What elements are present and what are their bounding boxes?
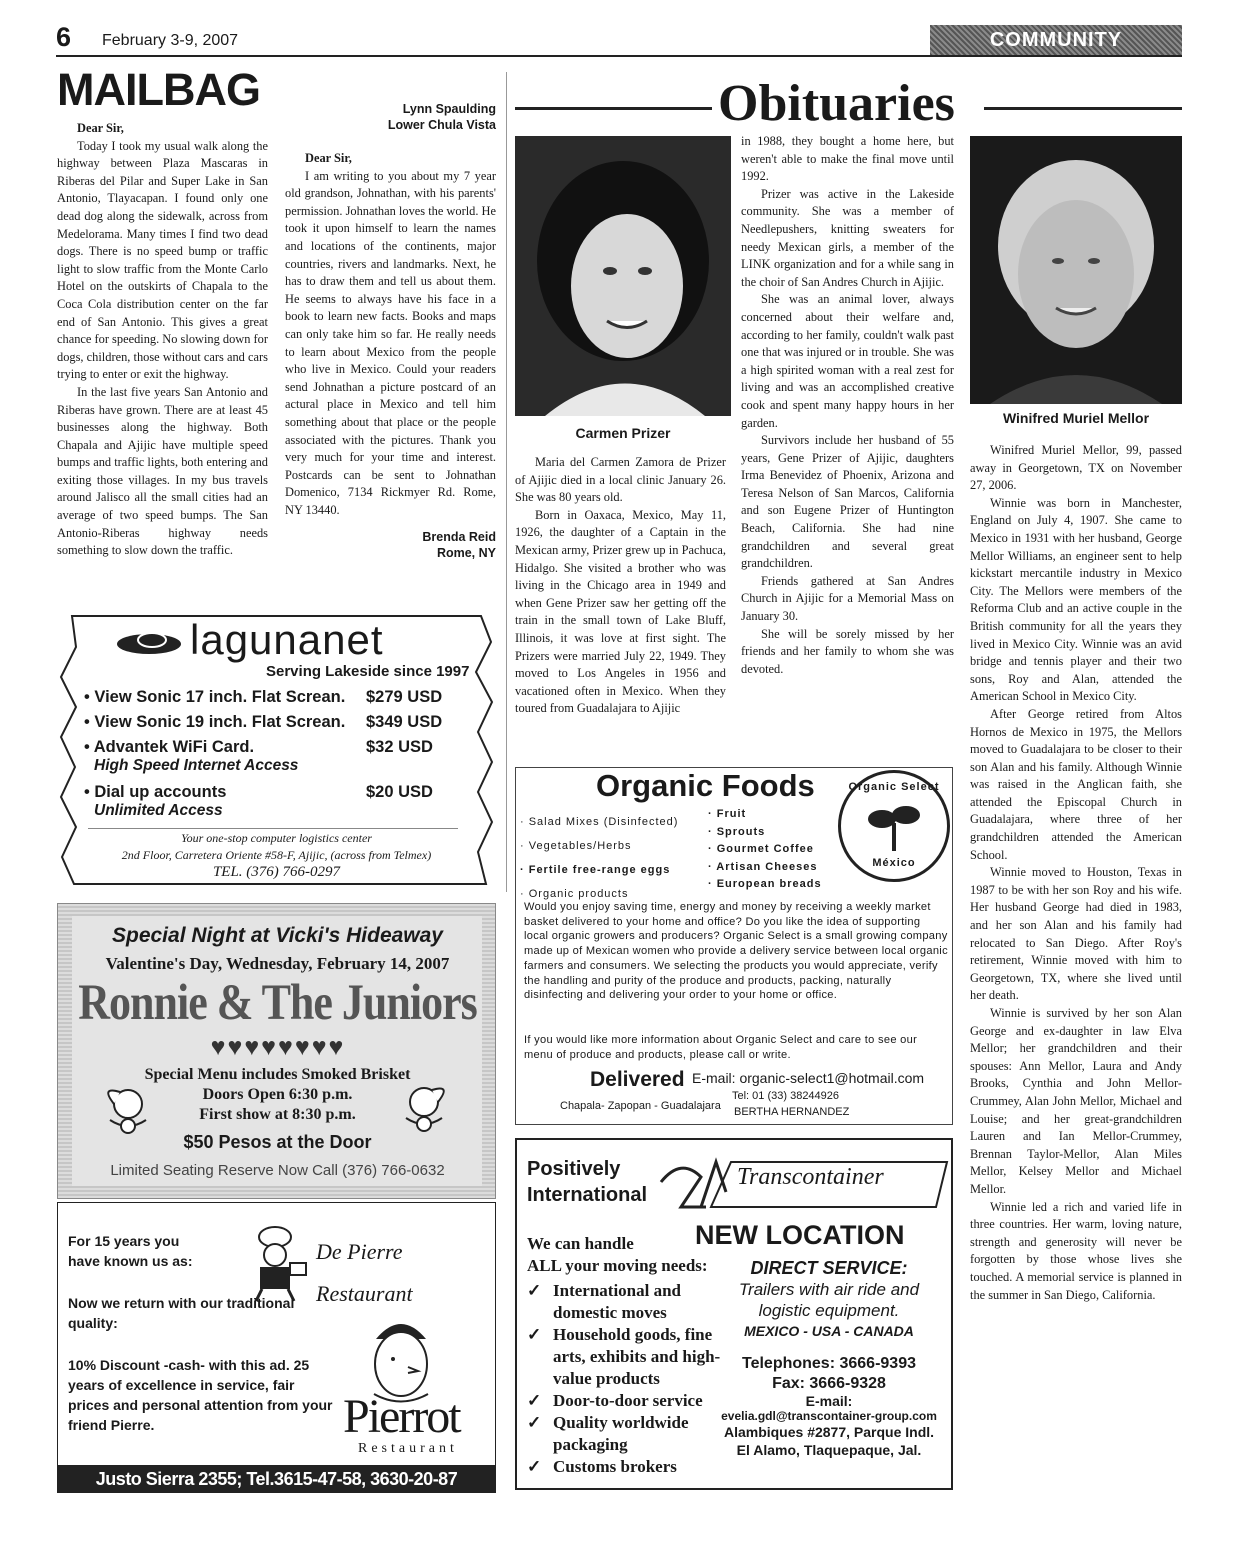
lagunanet-logo-icon	[114, 628, 184, 666]
organic-body: Would you enjoy saving time, energy and money by receiving a weekly market basket delivered to your home and office? Do you like the idea of supporting local organic growers and producers? Organic Select is a small growing company made up of Mexican women who provide a delivery service between local organic farmers and consumers. We selecting the products you would appreciate, verify the handling and purity of the produce and products, packing, naturally disinfecting and delivering your order to your home or office.	[524, 901, 948, 1002]
de-pierre-restaurant: Restaurant	[316, 1281, 413, 1306]
lagunanet-items	[84, 688, 464, 828]
trans-check-item	[527, 1412, 727, 1456]
obit-rule-right	[984, 107, 1182, 110]
pierrot-line1: For 15 years you have known us as:	[68, 1233, 193, 1269]
trans-email: evelia.gdl@transcontainer-group.com	[721, 1409, 937, 1423]
carmen-paragraph: in 1988, they bought a home here, but weren't able to make the final move until 1992.	[741, 134, 954, 184]
lagunanet-item-price: $32 USD	[366, 738, 433, 756]
carmen-paragraph: She will be sorely missed by her friends and her family to whom she was devoted.	[741, 626, 954, 676]
letter-1-salutation: Dear Sir,	[77, 121, 124, 135]
vicki-menu: Special Menu includes Smoked Brisket	[144, 1066, 411, 1083]
organic-item: · Organic products	[520, 888, 629, 900]
lagunanet-item-price: $20 USD	[366, 783, 433, 801]
letter-1-paragraph: Today I took my usual walk along the highway between Plaza Mascaras in Riberas del Pilar and Super Lake in San Antonio, Tlayacapan. I found only one dead dog along the sidewalk, across from Medelorama. Many times I find two dead dogs. There is no speed bump or traffic light to slow traffic from the Monte Carlo Hotel on the outskirts of Chapala to the Coca Cola distribution center on the far end of San Antonio. This gives a great chance for speeding. No slowing down for dogs, children, those without cars and cars trying to enter or exit the highway.	[57, 138, 268, 382]
organic-item: · European breads	[708, 878, 822, 890]
pierrot-ad	[57, 1202, 496, 1492]
carmen-col1	[515, 454, 726, 718]
organic-seal-icon	[838, 770, 950, 882]
carmen-photo	[515, 136, 731, 416]
trans-checklist	[527, 1280, 727, 1478]
letter-2-salutation: Dear Sir,	[305, 151, 352, 165]
vicki-date: Valentine's Day, Wednesday, February 14, 2007	[105, 954, 450, 973]
trans-check-item	[527, 1390, 727, 1412]
check-icon: ✓	[527, 1457, 542, 1476]
organic-seal-bottom: México	[872, 857, 916, 869]
winifred-paragraph: Winnie is survived by her son Alan George and ex-daughter in law Elva Mellor; her grandchildren and their spouses: Ann Mellor, Laura and Andy Brooks, Cynthia and John Mellor-Crummey, Alan John Mellor, Michael and Louise; and her great-grandchildren Lauren and Ian Mellor-Crummey, Brennan Taylor-Mellor, Alan Miles Mellor, Kelsey Mellor and Michael Mellor.	[970, 1006, 1182, 1196]
trans-direct: DIRECT SERVICE:	[750, 1258, 908, 1278]
obituaries-title: Obituaries	[718, 75, 955, 132]
trans-positively: Positively	[527, 1158, 621, 1180]
trans-check-item	[527, 1456, 727, 1478]
carmen-paragraph: Maria del Carmen Zamora de Prizer of Ajijic died in a local clinic January 26. She was 80 years old.	[515, 455, 726, 505]
organic-contact: BERTHA HERNANDEZ	[734, 1106, 850, 1118]
carmen-paragraph: She was an animal lover, always concerned about their welfare and, according to her family, couldn't walk past one that was injured or in trouble. She was a high spirited woman with a real zest for living and was an accomplished creative cook and spent many happy hours in her garden.	[741, 292, 954, 430]
carmen-col2	[741, 133, 954, 678]
winifred-caption: Winifred Muriel Mellor	[1002, 410, 1150, 426]
letter-1-end	[285, 69, 496, 133]
hearts-row	[133, 1034, 423, 1062]
trans-check-label: Quality worldwide packaging	[553, 1413, 689, 1454]
lagunanet-item	[84, 713, 464, 738]
letter-1-signature: Lynn Spaulding	[402, 102, 496, 116]
lagunanet-item-label: • Advantek WiFi Card.	[84, 738, 255, 756]
organic-item: · Vegetables/Herbs	[520, 840, 632, 852]
lagunanet-footer: Your one-stop computer logistics center	[181, 831, 372, 845]
trans-handle1: We can handle	[527, 1234, 634, 1253]
trans-check-item	[527, 1324, 727, 1390]
pierrot-address: Justo Sierra 2355; Tel.3615-47-58, 3630-20-87	[57, 1465, 496, 1493]
lagunanet-tagline: Serving Lakeside since 1997	[266, 663, 470, 680]
section-title: COMMUNITY	[989, 29, 1123, 51]
winifred-paragraph: Winnie was born in Manchester, England on July 4, 1907. She came to Mexico in 1931 with her husband, George Mellor Williams, an engineer sent to help kickstart mercantile industry in Mexico City. The Mellors were members of the Reforma Club and an active couple in the British community for all the years they lived in Mexico City. Winnie was an avid bridge and tennis player and their two sons, Roy and Alan, attended the American School in Mexico City.	[970, 495, 1182, 704]
vicki-headline: Special Night at Vicki's Hideaway	[111, 924, 443, 947]
trans-handle2: ALL your moving needs:	[527, 1256, 708, 1275]
lagunanet-item	[84, 738, 464, 783]
organic-ad	[515, 767, 953, 1125]
letter-2	[285, 140, 496, 561]
heart-icon: ♥♥♥♥♥♥♥♥	[210, 1034, 346, 1061]
letter-2-signature: Brenda Reid	[422, 530, 496, 545]
lagunanet-phone: TEL. (376) 766-0297	[212, 864, 341, 880]
organic-item: · Gourmet Coffee	[708, 843, 814, 855]
trans-check-item	[527, 1280, 727, 1324]
carmen-caption: Carmen Prizer	[575, 425, 671, 441]
vicki-reserve: Limited Seating Reserve Now Call (376) 766-0632	[110, 1162, 445, 1179]
trans-check-label: International and domestic moves	[553, 1281, 681, 1322]
column-divider	[506, 72, 507, 892]
trans-tel: Telephones: 3666-9393	[741, 1355, 916, 1372]
lagunanet-ad	[58, 612, 495, 888]
section-banner	[930, 25, 1182, 55]
header-rule	[56, 55, 1182, 57]
carmen-paragraph: Friends gathered at San Andres Church in Ajijic for a Memorial Mass on January 30.	[741, 573, 954, 624]
trans-email-label: E-mail:	[805, 1393, 853, 1409]
portrait-icon	[970, 136, 1182, 404]
trans-new-location: NEW LOCATION	[695, 1220, 905, 1250]
trans-fax: Fax: 3666-9328	[772, 1375, 886, 1392]
sprout-icon	[864, 801, 924, 853]
carmen-paragraph: Born in Oaxaca, Mexico, May 11, 1926, the daughter of a Captain in the Mexican army, Prizer grew up in Pachuca, Hidalgo. She visited a brother who was living in the Chicago area in 1949 and when Gene Prizer saw her getting off the train in the small town of Lake Bluff, Illinois, it was love at first sight. The Prizers were married July 22, 1949. They moved to Los Angeles in 1956 and vacationed often in Mexico. When they toured from Guadalajara to Ajijic	[515, 507, 726, 716]
pierrot-line3: 10% Discount -cash- with this ad. 25 years of excellence in service, fair prices and personal attention from your friend Pierre.	[68, 1357, 333, 1433]
letter-1-paragraph: In the last five years San Antonio and Riberas have grown. There are at least 45 businesses along the highway. Both Chapala and Ajijic have multiple speed bumps and traffic lights, both entering and exiting those villages. In my bus travels around Jalisco all the small cities had an average of two speed bumps. The San Antonio-Riberas highway needs something to slow down the traffic.	[57, 384, 268, 558]
check-icon: ✓	[527, 1413, 542, 1432]
vicki-band: Ronnie & The Juniors	[78, 974, 477, 1031]
lagunanet-brand: lagunanet	[190, 616, 384, 663]
lagunanet-item-label: • Dial up accounts	[84, 783, 227, 801]
page-number: 6	[56, 22, 72, 52]
lagunanet-item-label: • View Sonic 17 inch. Flat Screan.	[84, 688, 346, 706]
organic-item: · Fruit	[708, 808, 747, 820]
lagunanet-item	[84, 688, 464, 713]
lagunanet-item-label: • View Sonic 19 inch. Flat Screan.	[84, 713, 346, 731]
pierrot-logo: Pierrot	[343, 1390, 460, 1443]
organic-item: · Fertile free-range eggs	[520, 864, 671, 876]
lagunanet-divider	[88, 828, 458, 829]
vicki-show: First show at 8:30 p.m.	[199, 1106, 356, 1123]
organic-item: · Artisan Cheeses	[708, 860, 818, 873]
organic-item: · Sprouts	[708, 825, 766, 838]
transcontainer-ad	[515, 1138, 953, 1490]
winifred-paragraph: Winifred Muriel Mellor, 99, passed away in Georgetown, TX on November 27, 2006.	[970, 443, 1182, 493]
lagunanet-item	[84, 783, 464, 828]
carmen-paragraph: Survivors include her husband of 55 years, Gene Prizer of Ajijic, daughters Irma Benevidez of Phoenix, Arizona and Teresa Nelson of San Marcos, California and son Eugene Prizer of Huntington Beach, California. She had nine grandchildren and several great grandchildren.	[741, 433, 954, 571]
winifred-paragraph: Winnie moved to Houston, Texas in 1987 to be with her son Roy and his wife. Her husband George had died in 1983, and her son Alan and his family had relocated to San Diego. After Roy's retirement, Winnie moved with him to Georgetown, TX, where she lived until her death.	[970, 865, 1182, 1003]
organic-tel: Tel: 01 (33) 38244926	[732, 1090, 840, 1102]
check-icon: ✓	[527, 1391, 542, 1410]
winifred-paragraph: Winnie led a rich and varied life in three countries. Her warm, loving nature, strength and generosity will never be forgotten by those whose lives she touched. A memorial service is planned in the summer in San Diego, California.	[970, 1199, 1182, 1302]
trans-check-label: Household goods, fine arts, exhibits and high-value products	[553, 1325, 721, 1388]
organic-email: E-mail: organic-select1@hotmail.com	[692, 1070, 925, 1086]
lagunanet-item-sub: High Speed Internet Access	[94, 757, 299, 774]
mailbag-title: MAILBAG	[57, 64, 260, 115]
letter-1	[57, 117, 268, 560]
lagunanet-address: 2nd Floor, Carretera Oriente #58-F, Ajijic, (across from Telmex)	[121, 848, 432, 862]
organic-delivered: Delivered	[590, 1068, 685, 1091]
winifred-photo	[970, 136, 1182, 404]
vicki-doors: Doors Open 6:30 p.m.	[202, 1086, 353, 1103]
obit-rule-left	[515, 107, 712, 110]
trans-check-label: Door-to-door service	[553, 1391, 703, 1410]
letter-2-paragraph: I am writing to you about my 7 year old grandson, Johnathan, with his parents' permission. Johnathan loves the world. He took it upon himself to learn the names and locations of the continents, major countries, rivers and landmarks. Next, he has to draw them and tell us about them. He seems to always have his face in a book to learn new facts. Books and maps can only take him so far. He really needs to learn about Mexico from the people who live in Mexico. Could your readers send Johnathan a picture postcard of an actural place in Mexico and tell him something about that place or the people associated with the pictures. Thank you very much for your time and interest. Postcards can be sent to Johnathan Domenico, 7134 Rickmyer Rd. Rome, NY 13440.	[285, 168, 496, 517]
lagunanet-item-sub: Unlimited Access	[94, 802, 223, 819]
issue-date: February 3-9, 2007	[102, 32, 239, 49]
organic-areas: Chapala- Zapopan - Guadalajara	[560, 1100, 721, 1112]
organic-body2: If you would like more information about Organic Select and care to see our menu of produce and products, please call or write.	[524, 1034, 918, 1061]
trans-check-label: Customs brokers	[553, 1457, 677, 1476]
pierrot-logo-sub: Restaurant	[358, 1441, 458, 1456]
organic-title: Organic Foods	[596, 768, 815, 803]
de-pierre-name: De Pierre	[316, 1239, 403, 1264]
check-icon: ✓	[527, 1325, 542, 1344]
winifred-paragraph: After George retired from Altos Hornos de Mexico in 1975, the Mellors moved to Guadalajara to be closer to their son Alan and his family. Although Winnie was raised in the Anglican faith, she attended the Episcopal Church in Guadalajara, where three of her grandchildren attended the American School.	[970, 706, 1182, 862]
winifred-col	[970, 442, 1182, 1304]
organic-seal-top: Organic Select	[848, 781, 940, 793]
vicki-ad	[57, 903, 496, 1199]
trans-address2: El Alamo, Tlaquepaque, Jal.	[736, 1442, 922, 1458]
trans-trailers: Trailers with air ride and logistic equipment.	[738, 1280, 920, 1320]
check-icon: ✓	[527, 1281, 542, 1300]
letter-2-place: Rome, NY	[436, 546, 496, 561]
carmen-paragraph: Prizer was active in the Lakeside community. She was a member of Needlepushers, knitting sweaters for needy Mexican girls, a member of the LINK organization and for a while sang in the choir of San Andres Church in Ajijic.	[741, 186, 954, 289]
lagunanet-item-price: $349 USD	[366, 713, 443, 731]
letter-1-place: Lower Chula Vista	[387, 118, 496, 132]
organic-right-list	[708, 806, 822, 894]
organic-item: · Salad Mixes (Disinfected)	[520, 816, 679, 828]
trans-countries: MEXICO - USA - CANADA	[744, 1323, 914, 1339]
trans-address1: Alambiques #2877, Parque Indl.	[723, 1424, 935, 1440]
trans-right-info	[709, 1258, 949, 1458]
lagunanet-item-price: $279 USD	[366, 688, 443, 706]
portrait-icon	[515, 136, 731, 416]
pierrot-line2: Now we return with our traditional quality:	[68, 1295, 295, 1331]
trans-logo: Transcontainer	[737, 1164, 884, 1190]
trans-international: International	[527, 1184, 648, 1206]
organic-left-list	[520, 810, 678, 906]
vicki-price: $50 Pesos at the Door	[183, 1132, 372, 1152]
